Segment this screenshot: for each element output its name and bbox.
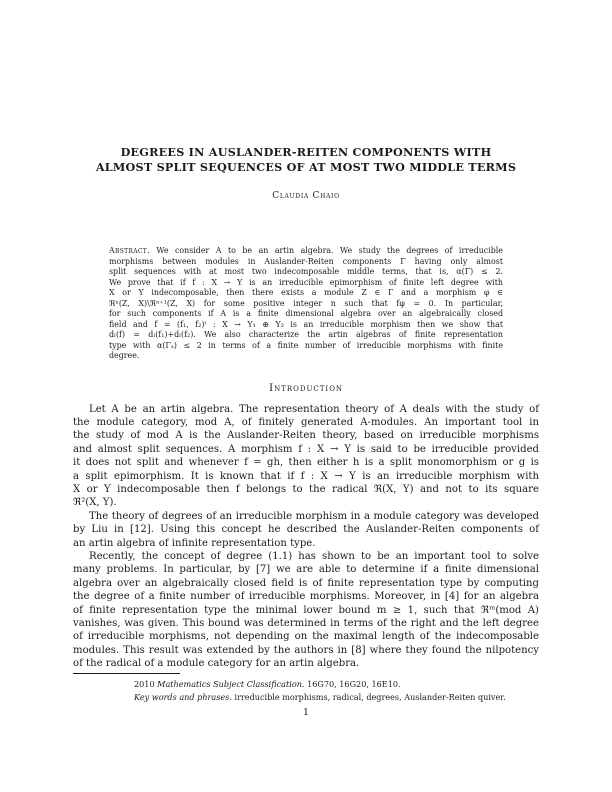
paragraph-1 — [73, 403, 539, 510]
text-line: the study of mod A is the Auslander-Reiten theory, based on irreducible morphisms — [73, 430, 539, 442]
paper-title — [0, 145, 612, 175]
text-line: type with α(Γₐ) ≤ 2 in terms of a finite number of irreducible morphisms with finite — [109, 340, 503, 350]
author-name: Claudia Chaio — [272, 191, 340, 201]
text-line: and almost split sequences. A morphism f : X → Y is said to be irreducible provided — [73, 443, 539, 455]
text-line: modules. This result was extended by the authors in [8] where they found the nilpotency — [73, 644, 539, 656]
abstract-first-line — [109, 246, 503, 257]
text-line: vanishes, was given. This bound was determined in terms of the right and the left degree — [73, 618, 539, 629]
footnote-rule — [73, 673, 180, 674]
text-line: the module category, mod A, of finitely generated A-modules. An important tool in — [73, 416, 539, 428]
text-line: it does not split and whenever f = gh, then either h is a split monomorphism or g is — [73, 457, 539, 469]
abstract-block — [109, 246, 503, 362]
footnote-italic-text: Mathematics Subject Classification. — [157, 678, 305, 689]
text-line: Recently, the concept of degree (1.1) has shown to be an important tool to solve — [89, 550, 539, 562]
footnote-italic-text: Key words and phrases. — [134, 691, 232, 702]
abstract-label: Abstract. — [109, 246, 150, 255]
text-line: field and f = (f₁, f₂)ᵗ : X → Y₁ ⊕ Y₂ is an irreducible morphism then we show that — [109, 319, 503, 329]
page-number: 1 — [302, 706, 310, 718]
section-heading-introduction: Introduction — [268, 381, 344, 394]
footnote-text: 16G70, 16G20, 16E10. — [304, 678, 401, 689]
text-line: many problems. In particular, by [7] we are able to determine if a finite dimensional — [73, 564, 539, 576]
text-line: ℜⁿ(Z, X)\ℜⁿ⁺¹(Z, X) for some positive integer n such that fφ = 0. In particular, — [109, 298, 503, 308]
text-line: ℜ²(X, Y). — [73, 497, 117, 509]
text-line: morphisms between modules in Auslander-Reiten components Γ having only almost — [109, 256, 503, 266]
text-line: degree. — [109, 351, 140, 360]
text-line: X or Y indecomposable then f belongs to the radical ℜ(X, Y) and not to its square — [73, 483, 539, 495]
text-line: of the radical of a module category for an artin algebra. — [73, 658, 360, 670]
text-line: X or Y indecomposable, then there exists a module Z ∈ Γ and a morphism φ ∈ — [109, 288, 503, 297]
footnote-lines — [73, 678, 539, 704]
abstract-first-line-text: We consider A to be an artin algebra. We study the degrees of irreducible — [156, 246, 503, 255]
text-line: algebra over an algebraically closed field is of finite representation type by computing — [73, 577, 539, 589]
footnote-text: irreducible morphisms, radical, degrees, Auslander-Reiten quiver. — [231, 691, 506, 702]
footnote-line — [73, 691, 539, 704]
text-line: of irreducible morphisms, not depending on the maximal length of the indecomposable — [73, 631, 539, 643]
footnote-line — [73, 678, 539, 691]
introduction-body — [73, 403, 539, 671]
text-line: an artin algebra of infinite representation type. — [73, 537, 316, 549]
title-line-2: ALMOST SPLIT SEQUENCES OF AT MOST TWO MIDDLE TERMS — [95, 160, 517, 174]
text-line: Let A be an artin algebra. The representation theory of A deals with the study of — [89, 403, 539, 415]
text-line: dₗ(f) = dₗ(f₁)+dₗ(f₂). We also characterize the artin algebras of finite representation — [109, 330, 503, 339]
text-line: The theory of degrees of an irreducible morphism in a module category was developed — [89, 510, 539, 522]
text-line: split sequences with at most two indecomposable middle terms, that is, α(Γ) ≤ 2. — [109, 267, 503, 276]
title-line-1: DEGREES IN AUSLANDER-REITEN COMPONENTS WITH — [120, 145, 492, 159]
text-line: We prove that if f : X → Y is an irreducible epimorphism of finite left degree with — [109, 277, 503, 287]
text-line: the degree of a finite number of irreducible morphisms. Moreover, in [4] for an algebra — [73, 591, 539, 603]
text-line: a split epimorphism. It is known that if f : X → Y is an irreducible morphism with — [73, 470, 539, 482]
text-line: for such components if A is a finite dimensional algebra over an algebraically closed — [109, 309, 503, 318]
text-line: by Liu in [12]. Using this concept he described the Auslander-Reiten components of — [73, 524, 539, 536]
footnote-block — [73, 673, 539, 704]
footnote-text: 2010 — [134, 678, 158, 689]
paragraph-2 — [73, 510, 539, 550]
abstract-lines — [109, 257, 503, 362]
paragraph-3 — [73, 550, 539, 671]
text-line: of finite representation type the minimal lower bound m ≥ 1, such that ℜᵐ(mod A) — [73, 604, 539, 616]
